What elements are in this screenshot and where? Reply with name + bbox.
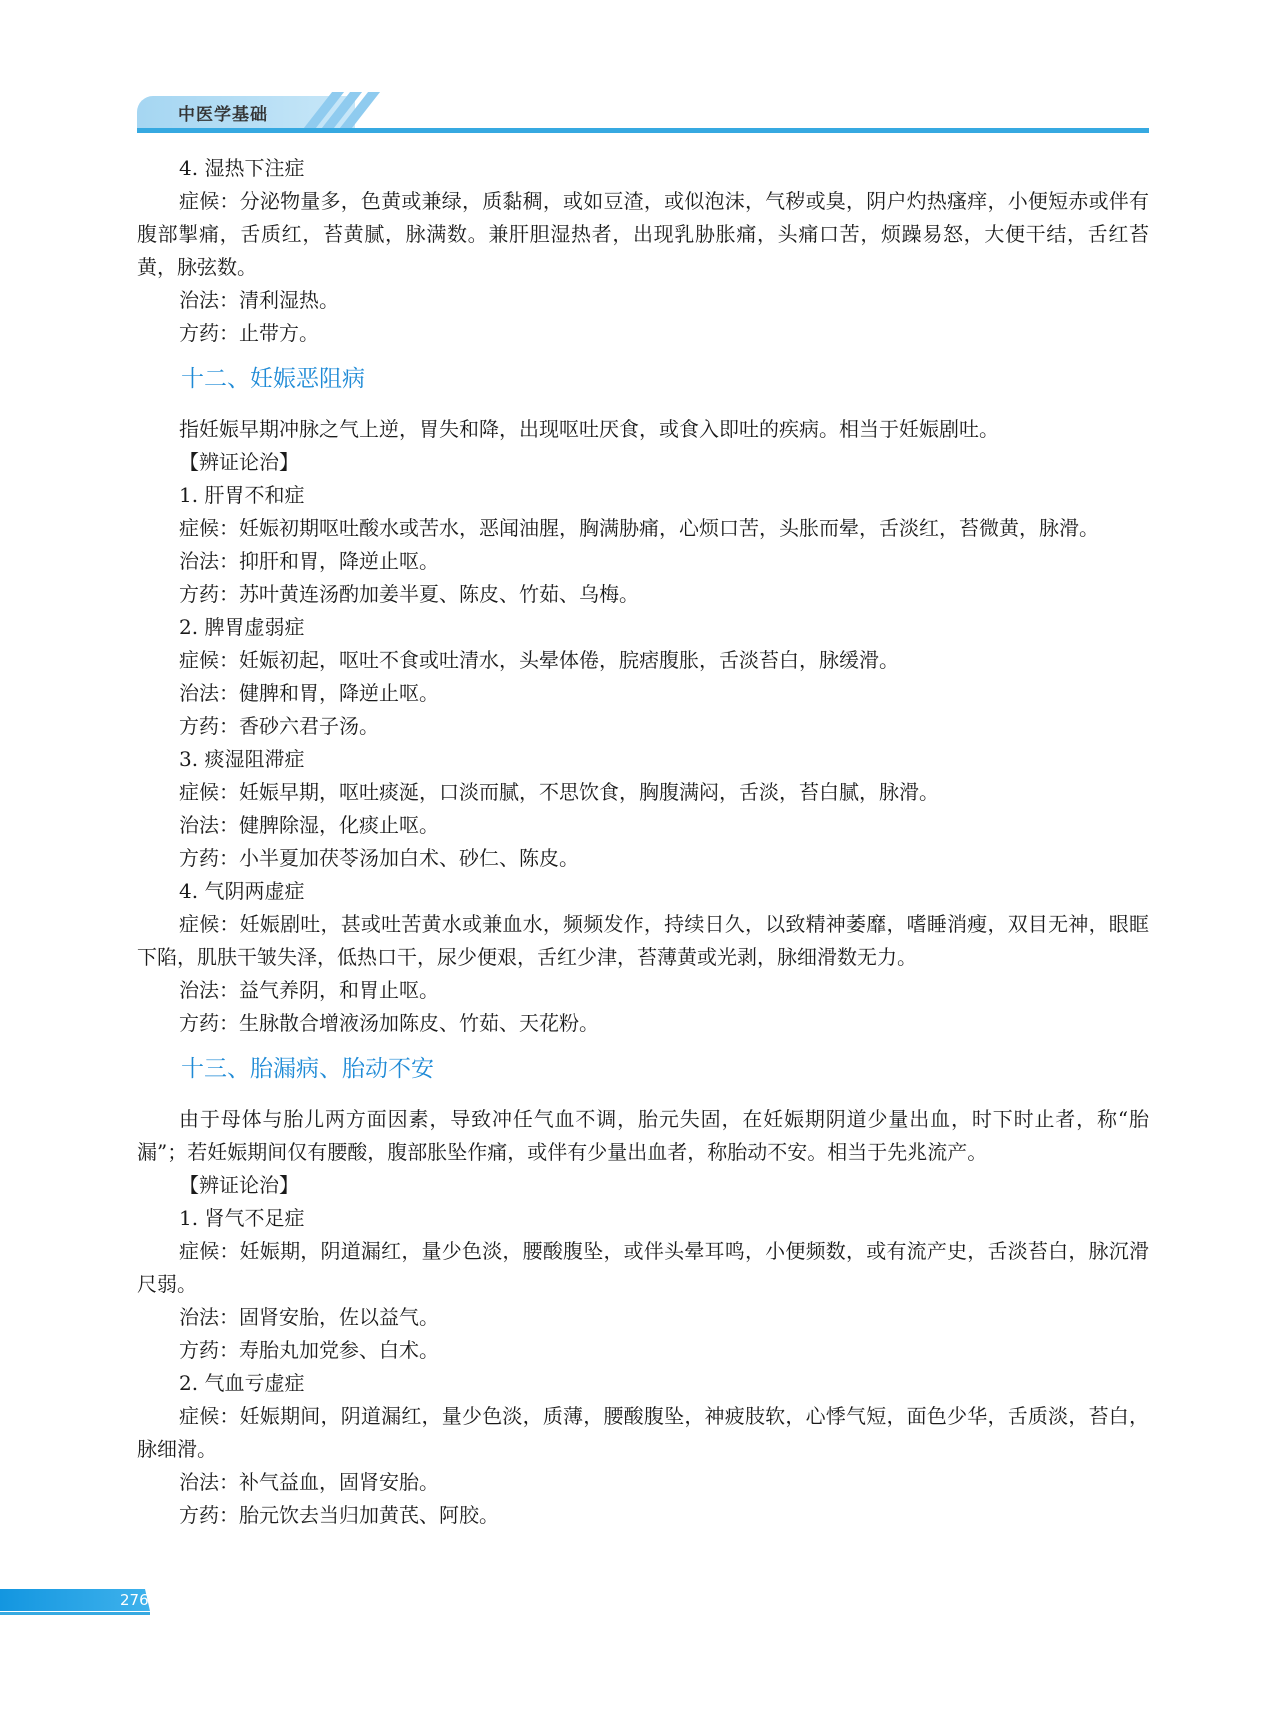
paragraph: 症候：妊娠早期，呕吐痰涎，口淡而腻，不思饮食，胸腹满闷，舌淡，苔白腻，脉滑。 bbox=[179, 780, 939, 804]
paragraph: 方药：止带方。 bbox=[179, 321, 319, 345]
paragraph: 治法：抑肝和胃，降逆止呕。 bbox=[179, 549, 439, 573]
paragraph: 1. 肾气不足症 bbox=[179, 1206, 305, 1230]
paragraph: 指妊娠早期冲脉之气上逆，胃失和降，出现呕吐厌食，或食入即吐的疾病。相当于妊娠剧吐。 bbox=[179, 417, 999, 441]
paragraph: 4. 湿热下注症 bbox=[179, 156, 305, 180]
paragraph: 方药：寿胎丸加党参、白术。 bbox=[179, 1338, 439, 1362]
paragraph: 症候：妊娠初起，呕吐不食或吐清水，头晕体倦，脘痞腹胀，舌淡苔白，脉缓滑。 bbox=[179, 648, 899, 672]
paragraph: 由于母体与胎儿两方面因素，导致冲任气血不调，胎元失固，在妊娠期阴道少量出血，时下时止者，称“胎漏”；若妊娠期间仅有腰酸，腹部胀坠作痛，或伴有少量出血者，称胎动不安。相当于先兆流产。 bbox=[137, 1107, 1149, 1164]
page-body bbox=[137, 152, 1149, 1532]
paragraph: 治法：固肾安胎，佐以益气。 bbox=[179, 1305, 439, 1329]
paragraph: 症候：妊娠剧吐，甚或吐苦黄水或兼血水，频频发作，持续日久，以致精神萎靡，嗜睡消瘦，双目无神，眼眶下陷，肌肤干皱失泽，低热口干，尿少便艰，舌红少津，苔薄黄或光剥，脉细滑数无力。 bbox=[137, 912, 1149, 969]
footer-rule bbox=[0, 1612, 150, 1615]
paragraph: 3. 痰湿阻滞症 bbox=[179, 747, 305, 771]
paragraph: 方药：胎元饮去当归加黄芪、阿胶。 bbox=[179, 1503, 499, 1527]
paragraph: 治法：健脾除湿，化痰止呕。 bbox=[179, 813, 439, 837]
header-rule bbox=[137, 128, 1149, 133]
paragraph: 方药：苏叶黄连汤酌加姜半夏、陈皮、竹茹、乌梅。 bbox=[179, 582, 639, 606]
paragraph: 2. 气血亏虚症 bbox=[179, 1371, 305, 1395]
paragraph: 治法：健脾和胃，降逆止呕。 bbox=[179, 681, 439, 705]
paragraph: 治法：补气益血，固肾安胎。 bbox=[179, 1470, 439, 1494]
paragraph: 【辨证论治】 bbox=[179, 450, 299, 474]
paragraph: 方药：生脉散合增液汤加陈皮、竹茹、天花粉。 bbox=[179, 1011, 599, 1035]
paragraph: 症候：分泌物量多，色黄或兼绿，质黏稠，或如豆渣，或似泡沫，气秽或臭，阴户灼热瘙痒，小便短赤或伴有腹部掣痛，舌质红，苔黄腻，脉满数。兼肝胆湿热者，出现乳胁胀痛，头痛口苦，烦躁易怒，大便干结，舌红苔黄，脉弦数。 bbox=[137, 189, 1149, 279]
paragraph: 治法：清利湿热。 bbox=[179, 288, 339, 312]
paragraph: 【辨证论治】 bbox=[179, 1173, 299, 1197]
paragraph: 症候：妊娠期，阴道漏红，量少色淡，腰酸腹坠，或伴头晕耳鸣，小便频数，或有流产史，舌淡苔白，脉沉滑尺弱。 bbox=[137, 1239, 1149, 1296]
paragraph: 1. 肝胃不和症 bbox=[179, 483, 305, 507]
section-heading: 十二、妊娠恶阻病 bbox=[181, 366, 365, 392]
paragraph: 4. 气阴两虚症 bbox=[179, 879, 305, 903]
running-header-title: 中医学基础 bbox=[178, 105, 268, 125]
section-heading: 十三、胎漏病、胎动不安 bbox=[181, 1056, 434, 1082]
paragraph: 2. 脾胃虚弱症 bbox=[179, 615, 305, 639]
paragraph: 方药：小半夏加茯苓汤加白术、砂仁、陈皮。 bbox=[179, 846, 579, 870]
paragraph: 方药：香砂六君子汤。 bbox=[179, 714, 379, 738]
paragraph: 症候：妊娠期间，阴道漏红，量少色淡，质薄，腰酸腹坠，神疲肢软，心悸气短，面色少华，舌质淡，苔白，脉细滑。 bbox=[137, 1404, 1149, 1461]
page-number: 276 bbox=[120, 1591, 149, 1609]
paragraph: 治法：益气养阴，和胃止呕。 bbox=[179, 978, 439, 1002]
paragraph: 症候：妊娠初期呕吐酸水或苦水，恶闻油腥，胸满胁痛，心烦口苦，头胀而晕，舌淡红，苔微黄，脉滑。 bbox=[179, 516, 1099, 540]
